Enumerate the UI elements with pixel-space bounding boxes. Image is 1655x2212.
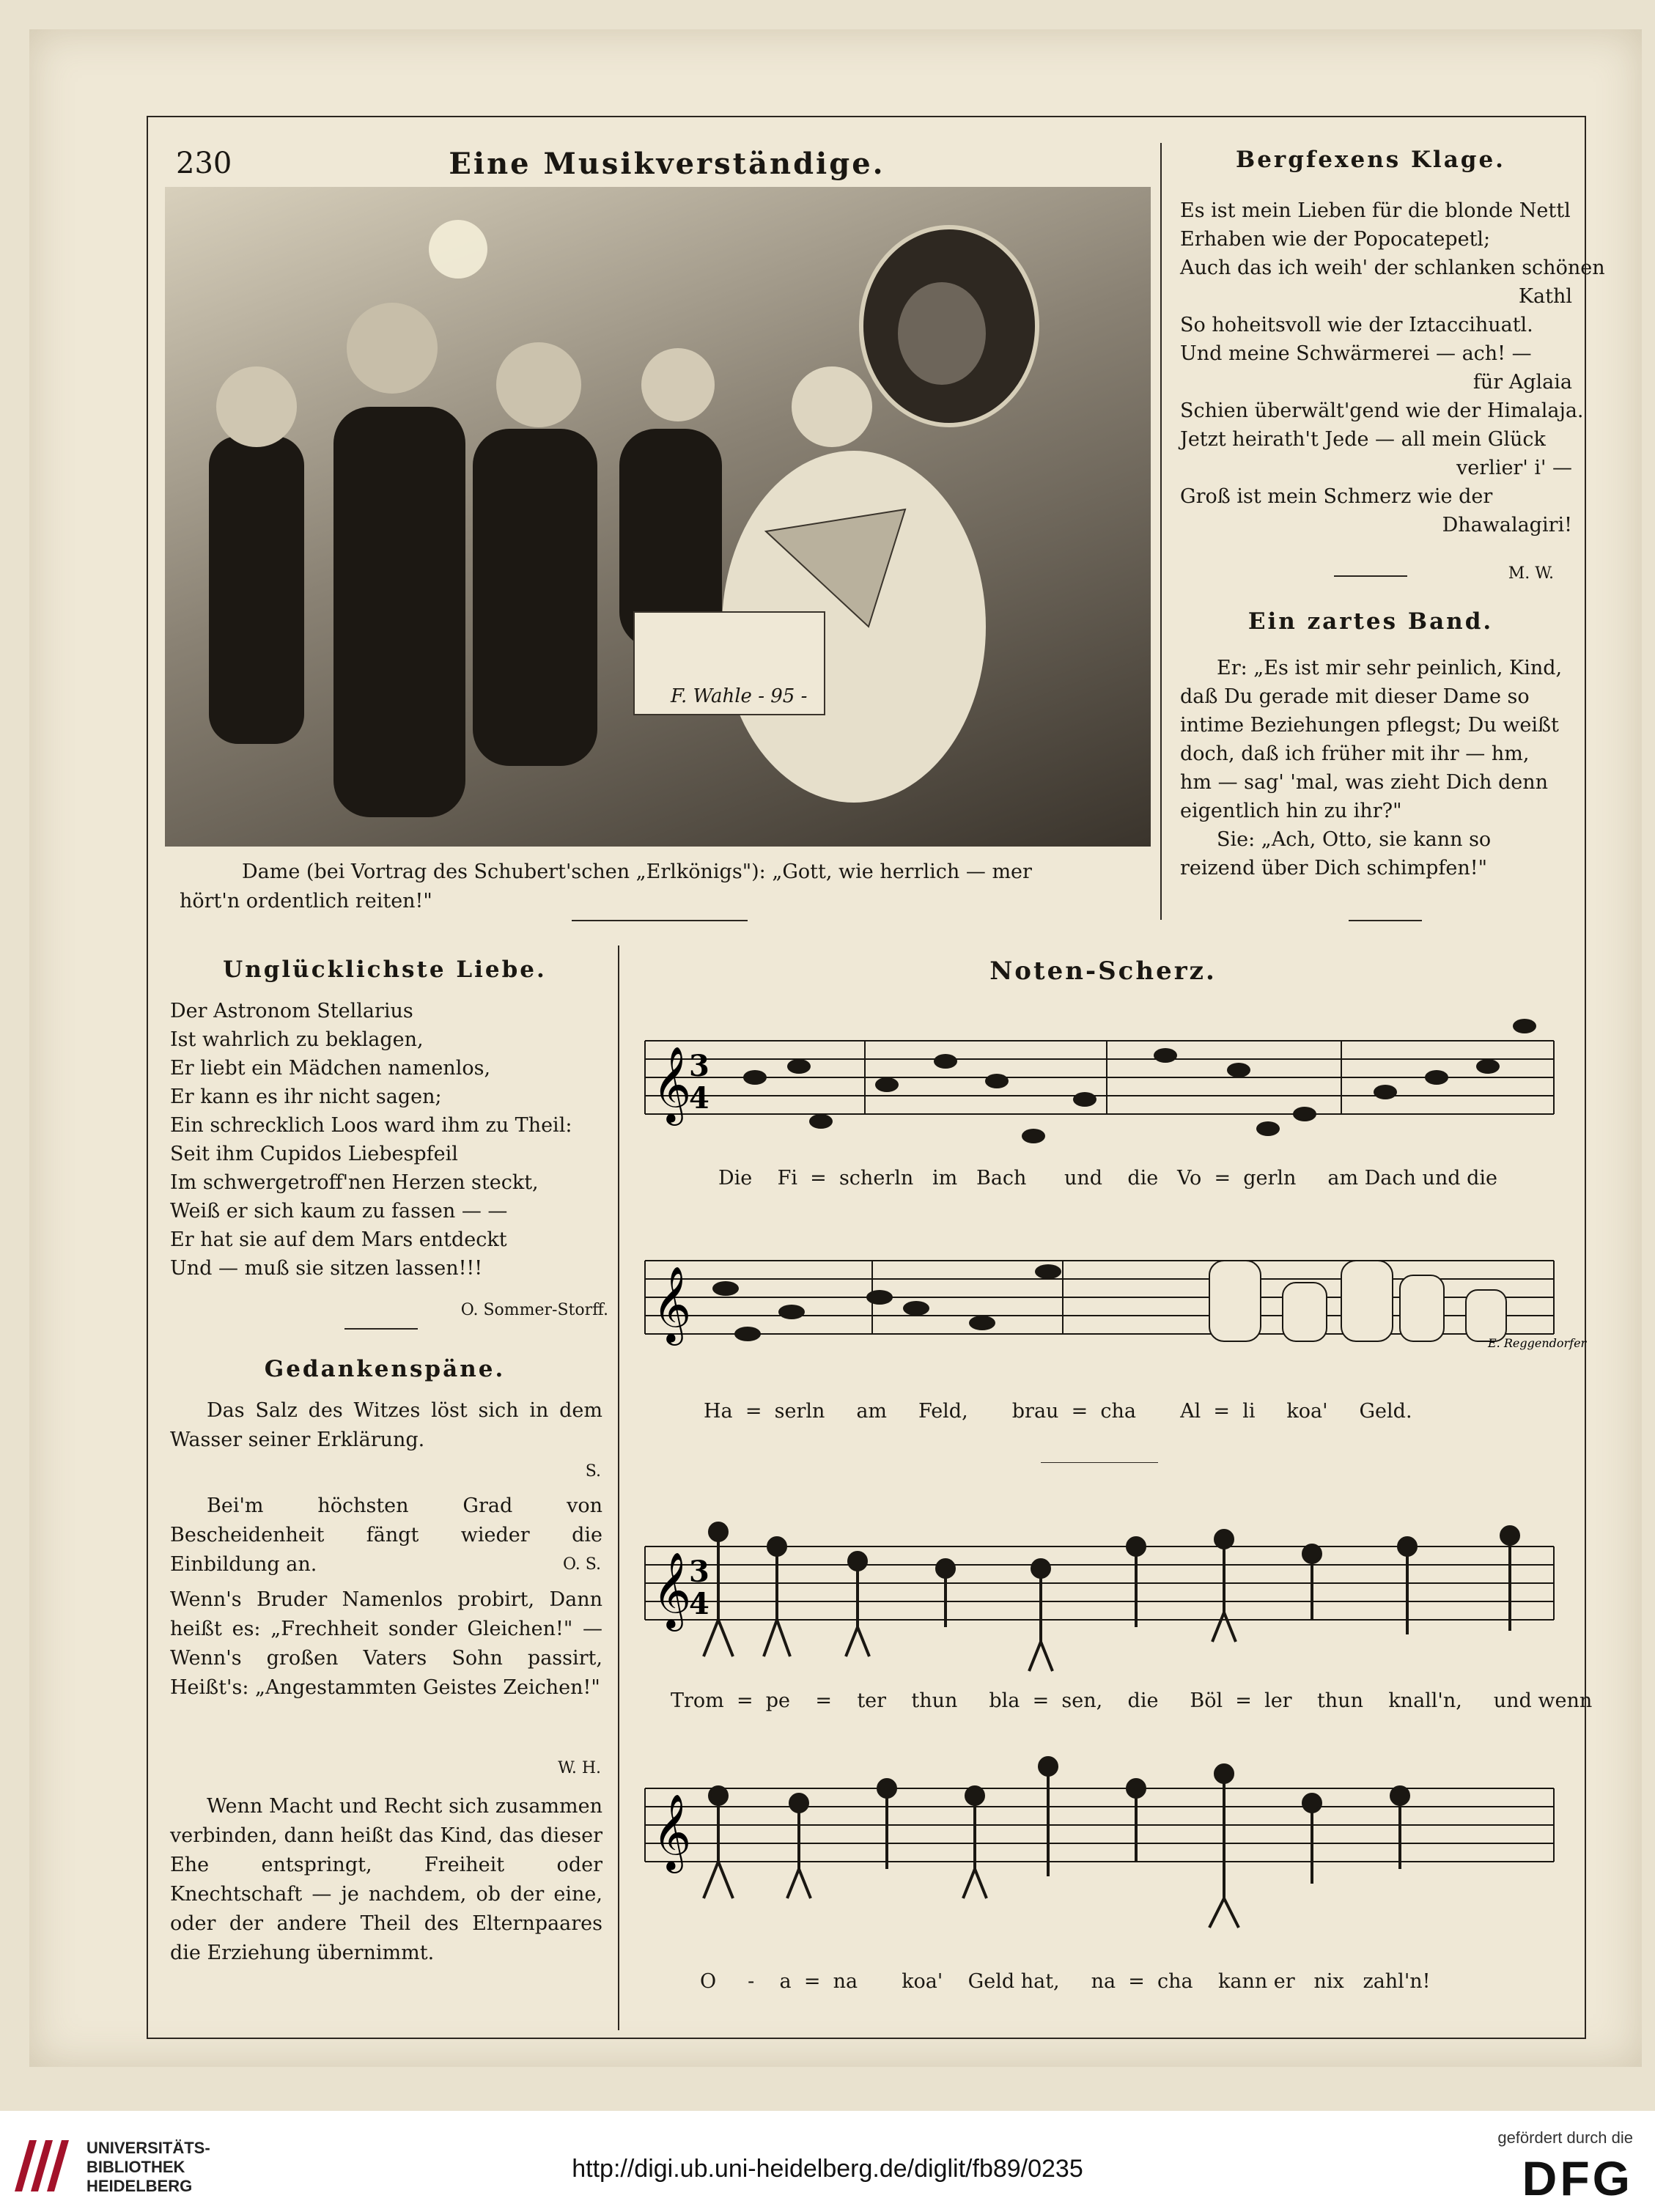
poem-line: Der Astronom Stellarius <box>170 1000 413 1022</box>
lyric-word: = <box>1128 1970 1145 1993</box>
svg-text:4: 4 <box>689 1081 709 1116</box>
music-staff-4 <box>638 1744 1569 1950</box>
lyric-word: Ha <box>704 1400 733 1423</box>
lyric-word: = <box>803 1970 821 1993</box>
lyric-word: am <box>856 1400 888 1423</box>
lyric-word: a <box>779 1970 792 1993</box>
lyric-word: bla <box>989 1689 1020 1712</box>
liebe-signature: O. Sommer-Storff. <box>460 1301 608 1319</box>
poem-line: für Aglaia <box>1472 371 1572 394</box>
svg-text:𝄞: 𝄞 <box>652 1046 692 1123</box>
column-divider <box>1160 143 1162 920</box>
poem-line: Ist wahrlich zu beklagen, <box>170 1028 424 1051</box>
lyrics-line-3 <box>671 1689 1592 1712</box>
lyric-word: cha <box>1157 1970 1193 1993</box>
divider <box>1349 920 1422 921</box>
poem-line: Schien überwält'gend wie der Himalaja. <box>1180 399 1584 422</box>
lyric-word: am Dach und die <box>1327 1167 1498 1190</box>
dfg-logo: DFG <box>1522 2151 1633 2205</box>
lyric-word: nix <box>1313 1970 1344 1993</box>
lyric-word: brau <box>1011 1400 1059 1423</box>
column-divider-lower <box>618 945 619 2030</box>
text-line: reizend über Dich schimpfen!" <box>1180 857 1488 880</box>
poem-line: Im schwergetroff'nen Herzen steckt, <box>170 1171 539 1194</box>
gedanken-paragraph-4: Wenn Macht und Recht sich zusammen verbinden, dann heißt das Kind, das dieser Ehe entspringt, Freiheit oder Knechtschaft — je nachdem, ob der eine, oder der andere Theil des Elternpaares die Erziehung übernimmt. <box>170 1795 602 1964</box>
lyric-word: O <box>700 1970 717 1993</box>
gedanken-sig-1: S. <box>585 1462 601 1481</box>
lyric-word: Vo <box>1177 1167 1202 1190</box>
zartes-band-text <box>1180 654 1572 882</box>
lyric-word: koa' <box>1286 1400 1328 1423</box>
poem-line: verlier' i' — <box>1456 457 1572 479</box>
svg-text:3: 3 <box>689 1555 709 1589</box>
lyric-word: = <box>1235 1689 1252 1712</box>
lyric-word: Geld. <box>1359 1400 1412 1423</box>
svg-text:𝄞: 𝄞 <box>652 1552 692 1629</box>
lyric-word: = <box>736 1689 753 1712</box>
poem-line: Auch das ich weih' der schlanken schönen <box>1180 257 1605 279</box>
lyric-word: thun <box>1316 1689 1363 1712</box>
poem-line: So hoheitsvoll wie der Iztaccihuatl. <box>1180 314 1533 336</box>
lyrics-line-4 <box>700 1970 1430 1993</box>
lyric-word: = <box>815 1689 832 1712</box>
main-title: Eine Musikverständige. <box>449 147 885 181</box>
poem-line: Dhawalagiri! <box>1442 514 1572 537</box>
artist-signature: E. Reggendorfer <box>1488 1336 1587 1350</box>
text-line: hm — sag' 'mal, was zieht Dich denn <box>1180 771 1549 794</box>
poem-line: Weiß er sich kaum zu fassen — — <box>170 1200 508 1223</box>
lyric-word: sen, <box>1061 1689 1103 1712</box>
text-line: Sie: „Ach, Otto, sie kann so <box>1217 828 1492 851</box>
library-name-line: HEIDELBERG <box>86 2177 193 2195</box>
poem-line: Und — muß sie sitzen lassen!!! <box>170 1257 483 1280</box>
lyric-word: - <box>748 1970 755 1993</box>
poem-line: Es ist mein Lieben für die blonde Nettl <box>1180 199 1571 222</box>
illustration-drawing <box>165 187 1151 847</box>
gedanken-sig-3: W. H. <box>558 1759 601 1777</box>
music-staff-3 <box>638 1503 1569 1671</box>
lyric-word: Geld hat, <box>967 1970 1060 1993</box>
svg-text:𝄞: 𝄞 <box>652 1266 692 1343</box>
lyric-word: = <box>1071 1400 1088 1423</box>
lyric-word: na <box>1091 1970 1116 1993</box>
lyric-word: Al <box>1180 1400 1201 1423</box>
poem-line: Kathl <box>1518 285 1572 308</box>
svg-text:𝄞: 𝄞 <box>652 1793 692 1870</box>
lyric-word: serln <box>774 1400 825 1423</box>
lyric-word: gerln <box>1243 1167 1297 1190</box>
lyric-word: cha <box>1100 1400 1137 1423</box>
svg-text:3: 3 <box>689 1049 709 1083</box>
liebe-title: Unglücklichste Liebe. <box>223 956 547 983</box>
lyric-word: ler <box>1264 1689 1292 1712</box>
lyric-word: = <box>1213 1400 1231 1423</box>
lyric-word: die <box>1127 1689 1159 1712</box>
library-name-line: BIBLIOTHEK <box>86 2158 185 2176</box>
lyric-word: im <box>932 1167 958 1190</box>
bergfexen-poem <box>1180 196 1605 539</box>
gedanken-title: Gedankenspäne. <box>264 1356 506 1382</box>
poem-line: Erhaben wie der Popocatepetl; <box>1180 228 1491 251</box>
lyric-word: thun <box>911 1689 958 1712</box>
lyric-word: knall'n, <box>1388 1689 1462 1712</box>
lyric-word: die <box>1127 1167 1159 1190</box>
poem-line: Ein schrecklich Loos ward ihm zu Theil: <box>170 1114 572 1137</box>
lyrics-line-1 <box>718 1167 1497 1190</box>
source-url-link[interactable]: http://digi.ub.uni-heidelberg.de/diglit/fb89/0235 <box>572 2155 1083 2183</box>
gedanken-paragraph-3: Wenn's Bruder Namenlos probirt, Dann heißt es: „Frechheit sonder Gleichen!" — Wenn's großen Vaters Sohn passirt, Heißt's: „Angestammten Geistes Zeichen!" <box>170 1588 602 1699</box>
gedanken-paragraph-1: Das Salz des Witzes löst sich in dem Wasser seiner Erklärung. <box>170 1399 602 1451</box>
poem-line: Und meine Schwärmerei — ach! — <box>1180 342 1532 365</box>
page-number: 230 <box>176 147 232 180</box>
poem-line: Groß ist mein Schmerz wie der <box>1180 485 1493 508</box>
caption-line-2: hört'n ordentlich reiten!" <box>180 890 432 913</box>
divider <box>344 1328 418 1330</box>
bergfexen-title: Bergfexens Klage. <box>1236 147 1505 173</box>
poem-line: Er liebt ein Mädchen namenlos, <box>170 1057 491 1080</box>
funded-by-label: gefördert durch die <box>1497 2128 1633 2147</box>
poem-line: Er kann es ihr nicht sagen; <box>170 1085 442 1108</box>
lyric-word: Feld, <box>918 1400 968 1423</box>
gedanken-paragraph-2: Bei'm höchsten Grad von Bescheidenheit fängt wieder die Einbildung an. <box>170 1494 602 1576</box>
zartes-band-title: Ein zartes Band. <box>1247 608 1494 635</box>
lyric-word: scherln <box>838 1167 914 1190</box>
lyric-word: pe <box>765 1689 791 1712</box>
lyric-word: = <box>745 1400 762 1423</box>
lyric-word: = <box>1032 1689 1050 1712</box>
gedanken-sig-2: O. S. <box>562 1555 601 1574</box>
poem-line: Seit ihm Cupidos Liebespfeil <box>170 1143 458 1165</box>
text-line: eigentlich hin zu ihr?" <box>1180 800 1402 822</box>
illustration-salon-scene <box>165 187 1151 847</box>
lyric-word: und <box>1064 1167 1102 1190</box>
bergfexen-signature: M. W. <box>1508 564 1554 583</box>
lyric-word: = <box>1214 1167 1231 1190</box>
illustration-signature: F. Wahle - 95 - <box>671 685 808 707</box>
divider <box>1334 575 1407 577</box>
lyric-word: koa' <box>902 1970 943 1993</box>
library-name-line: UNIVERSITÄTS- <box>86 2139 210 2157</box>
lyrics-line-2 <box>704 1400 1412 1423</box>
poem-line: Jetzt heirath't Jede — all mein Glück <box>1180 428 1546 451</box>
music-staff-2 <box>638 1231 1587 1371</box>
lyric-word: = <box>810 1167 827 1190</box>
lyric-word: li <box>1242 1400 1256 1423</box>
text-line: Er: „Es ist mir sehr peinlich, Kind, <box>1217 657 1563 679</box>
lyric-word: ter <box>857 1689 887 1712</box>
lyric-word: Die <box>718 1167 753 1190</box>
text-line: doch, daß ich früher mit ihr — hm, <box>1180 742 1530 765</box>
caption-line-1: Dame (bei Vortrag des Schubert'schen „Erlkönigs"): „Gott, wie herrlich — mer <box>242 860 1032 883</box>
noten-title: Noten-Scherz. <box>989 956 1217 986</box>
footer-bar <box>0 2111 1655 2212</box>
svg-text:4: 4 <box>689 1587 709 1621</box>
text-line: intime Beziehungen pflegst; Du weißt <box>1180 714 1559 737</box>
lyric-word: Böl <box>1190 1689 1223 1712</box>
liebe-poem <box>170 997 610 1283</box>
lyric-word: Bach <box>976 1167 1027 1190</box>
lyric-word: Fi <box>777 1167 797 1190</box>
lyric-word: na <box>833 1970 858 1993</box>
text-line: daß Du gerade mit dieser Dame so <box>1180 685 1530 708</box>
divider <box>1041 1462 1158 1463</box>
music-staff-1 <box>638 1011 1569 1151</box>
lyric-word: zahl'n! <box>1363 1970 1431 1993</box>
lyric-word: und wenn <box>1493 1689 1593 1712</box>
divider <box>572 920 748 921</box>
lyric-word: Trom <box>671 1689 724 1712</box>
poem-line: Er hat sie auf dem Mars entdeckt <box>170 1228 507 1251</box>
lyric-word: kann er <box>1217 1970 1295 1993</box>
